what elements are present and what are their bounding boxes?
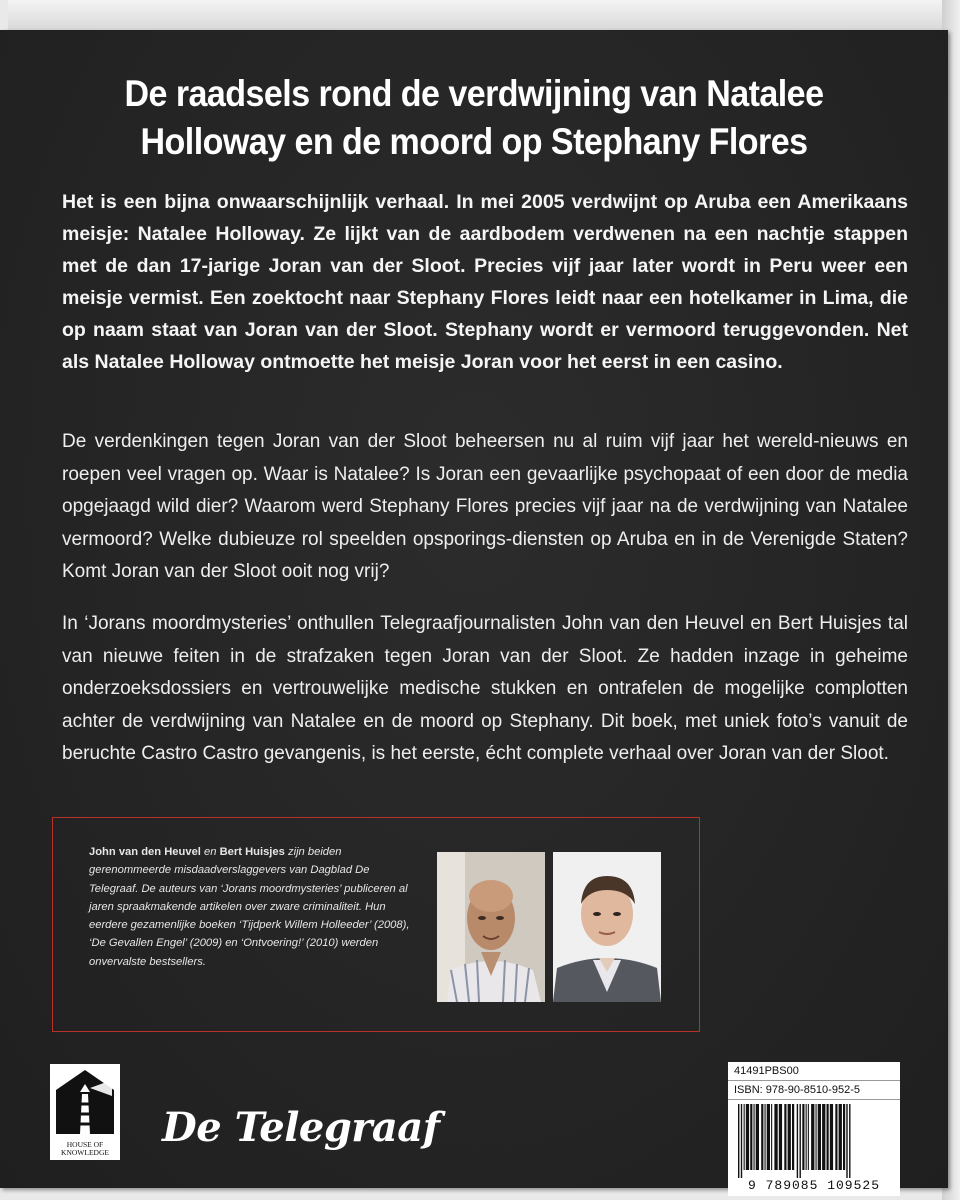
- barcode-bar: [746, 1104, 749, 1170]
- barcode-bar: [835, 1104, 837, 1170]
- cover-title: [66, 70, 883, 166]
- barcode-bar: [765, 1104, 766, 1170]
- barcode-bar: [827, 1104, 829, 1170]
- barcode-bar: [756, 1104, 759, 1170]
- intro-paragraph: Het is een bijna onwaarschijnlijk verhaal. In mei 2005 verdwijnt op Aruba een Amerikaans meisje: Natalee Holloway. Ze lijkt van de aardbodem verdwenen na een nachtje stappen met de dan 17-jarige Joran van der Sloot. Precies vijf jaar later wordt in Peru weer een meisje vermist. Een zoektocht naar Stephany Flores leidt naar een hotelkamer in Lima, die op naam staat van Joran van der Sloot. Stephany wordt er vermoord teruggevonden. Net als Natalee Holloway ontmoette het meisje Joran voor het eerst in een casino.: [62, 191, 908, 373]
- title-line-2: Holloway en de moord op Stephany Flores: [140, 121, 808, 162]
- barcode-bar: [784, 1104, 786, 1170]
- logo-text-2: KNOWLEDGE: [61, 1148, 109, 1157]
- logo-text-1: HOUSE OF: [66, 1140, 104, 1149]
- author-bio: [89, 843, 421, 971]
- barcode-bar: [830, 1104, 833, 1170]
- house-of-knowledge-logo: [50, 1064, 120, 1160]
- book-page-edge: [8, 0, 960, 31]
- isbn-line: ISBN: 978-90-8510-952-5: [728, 1081, 900, 1100]
- barcode-bar: [750, 1104, 752, 1170]
- telegraaf-logo: De Telegraaf: [162, 1104, 440, 1151]
- author-box: [52, 817, 700, 1032]
- barcode-bar: [761, 1104, 763, 1170]
- product-code: 41491PBS00: [728, 1062, 900, 1081]
- barcode-bar: [808, 1104, 809, 1170]
- barcode-bar: [846, 1104, 847, 1178]
- barcode-bar: [806, 1104, 807, 1170]
- questions-paragraph: De verdenkingen tegen Joran van der Sloot beheersen nu al ruim vijf jaar het wereld-nieuws en roepen veel vragen op. Waar is Natalee? Is Joran een gevaarlijke psychopaat of een door de media opgejaagd wild dier? Waarom werd Stephany Flores precies vijf jaar na de verdwijning van Natalee vermoord? Welke dubieuze rol speelden opsporings-diensten op Aruba en in de Verenigde Staten? Komt Joran van der Sloot ooit nog vrij?: [62, 431, 908, 582]
- summary-paragraph: In ‘Jorans moordmysteries’ onthullen Telegraafjournalisten John van den Heuvel en Bert Huisjes tal van nieuwe feiten in de strafzaken tegen Joran van der Sloot. Ze hadden inzage in geheime onderzoeksdossiers en vertrouwelijke medische stukken en ontrafelen de mogelijke complotten achter de verdwijning van Natalee en de moord op Stephany. Dit boek, met uniek foto’s vanuit de beruchte Castro Castro gevangenis, is het eerste, écht complete verhaal over Joran van der Sloot.: [62, 613, 908, 764]
- barcode-bar: [788, 1104, 791, 1170]
- barcode-bar: [800, 1104, 801, 1178]
- author-photo-bert: [553, 852, 661, 1002]
- barcode-bar: [802, 1104, 804, 1170]
- barcode-bar: [767, 1104, 770, 1170]
- barcode-bar: [754, 1104, 755, 1170]
- barcode-bar: [822, 1104, 825, 1170]
- barcode-bar: [744, 1104, 745, 1170]
- lighthouse-icon: [50, 1064, 120, 1142]
- barcode-bar: [849, 1104, 850, 1178]
- barcode-bar: [792, 1104, 794, 1170]
- barcode-bar: [811, 1104, 814, 1170]
- author-connector: en: [200, 846, 220, 858]
- back-cover: [0, 30, 948, 1193]
- barcode-bar: [843, 1104, 845, 1170]
- title-line-1: De raadsels rond de verdwijning van Natalee: [124, 73, 824, 114]
- barcode-bar: [818, 1104, 821, 1170]
- author-photo-john: [437, 852, 545, 1002]
- author-bio-text: zijn beiden gerenommeerde misdaadverslaggevers van Dagblad De Telegraaf. De auteurs van ‘Jorans moordmysteries’ publiceren al jaren spraakmakende artikelen over zware criminaliteit. Hun eerdere gezamenlijke boeken ‘Tijdperk Willem Holleeder’ (2008), ‘De Gevallen Engel’ (2009) en ‘Ontvoering!’ (2010) werden onvervalste bestsellers.: [89, 846, 410, 968]
- barcode-bar: [797, 1104, 798, 1178]
- logo-caption: [50, 1141, 120, 1157]
- barcode-bar: [741, 1104, 742, 1178]
- barcode-block: [728, 1062, 900, 1196]
- barcode-bar: [816, 1104, 817, 1170]
- barcode-bar: [779, 1104, 782, 1170]
- barcode-bar: [771, 1104, 772, 1170]
- barcode-bar: [839, 1104, 842, 1170]
- author-name-1: John van den Heuvel: [89, 846, 201, 858]
- author-name-2: Bert Huisjes: [219, 846, 285, 858]
- barcode-bar: [738, 1104, 739, 1178]
- barcode-graphic: [728, 1100, 900, 1196]
- barcode-bar: [774, 1104, 777, 1170]
- barcode-digits: 9 789085 109525: [747, 1178, 881, 1193]
